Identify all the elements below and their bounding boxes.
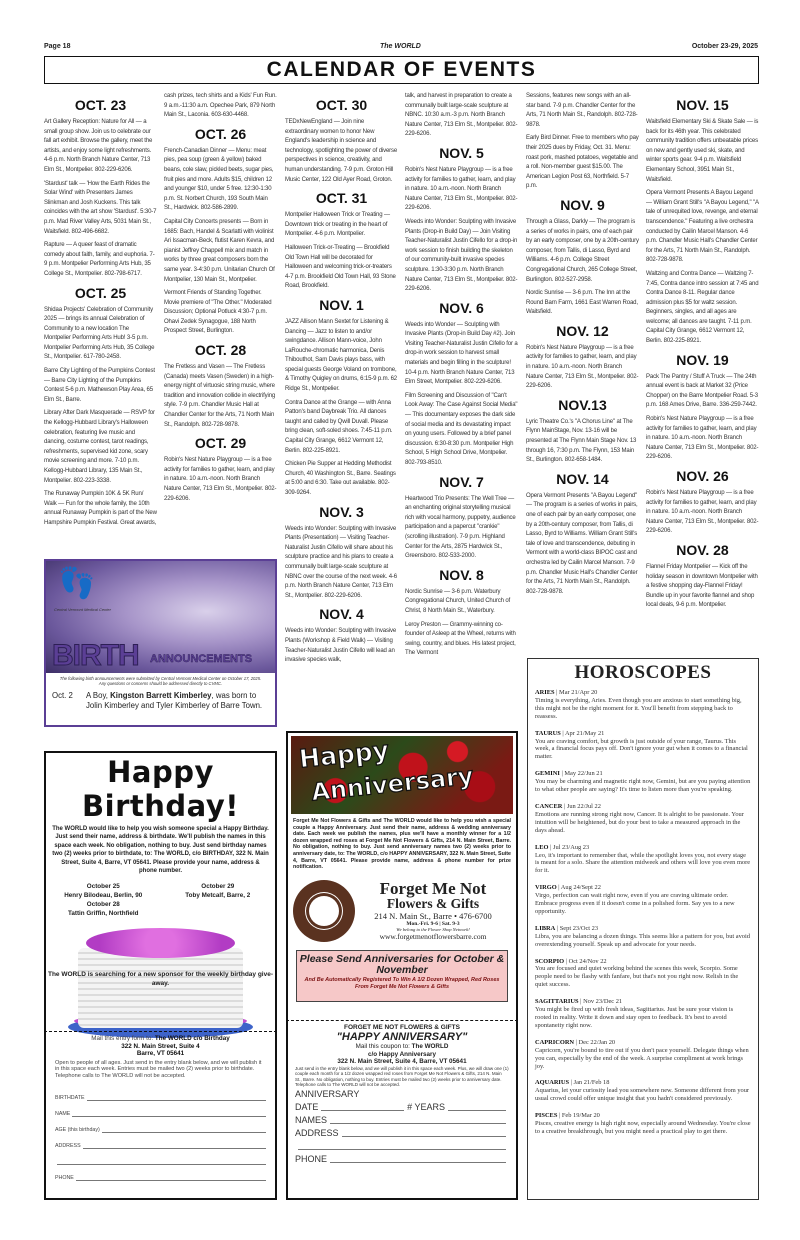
sign-dates: Nov 23/Dec 21 bbox=[583, 998, 623, 1006]
event-listing: Heartwood Trio Presents: The Well Tree — an enchanting original storytelling musical rich with vocal harmony, puppetry, audience participation and a papercut "crankie" (scrolling illustration). 7-9 p.m. Highland Center for the Arts, 2875 Hardwick St., Greensboro. 802-533-2000. bbox=[405, 495, 516, 560]
calendar-column bbox=[646, 92, 759, 615]
date-heading: NOV. 8 bbox=[439, 566, 484, 583]
horoscope-text: You are craving comfort, but growth is just outside of your range, Taurus. This week, a financial focus pays off. Don't ignore your gut when it comes to a financial matter. bbox=[535, 737, 748, 761]
sign-name: SCORPIO bbox=[535, 957, 565, 965]
calendar-column bbox=[44, 92, 157, 533]
field-label: PHONE bbox=[55, 1175, 74, 1182]
event-listing: Robin's Nest Nature Playgroup — is a free activity for families to gather, learn, and play in nature. 10 a.m.-noon. North Branch Nature Center, 713 Elm St., Montpelier. 802-229-6206. bbox=[164, 457, 277, 502]
birthday-form-field[interactable] bbox=[55, 1117, 266, 1133]
event-listing: The Fretless and Vasen — The Fretless (Canada) meets Vasen (Sweden) in a high-energy night of virtuosic string music, where tradition and innovation collide in electrifying style. 7-9 p.m. Chandler Music Hall at Chandler Center for the Arts, 71 North Main St., Randolph. 802-728-9878. bbox=[164, 364, 276, 428]
horoscopes-box bbox=[527, 658, 759, 1200]
sponsor-address: 214 N. Main St., Barre • 476-6700 bbox=[374, 910, 492, 921]
birthday-list-left bbox=[46, 882, 161, 918]
sign-name: VIRGO bbox=[535, 884, 557, 892]
names-field[interactable] bbox=[295, 1112, 509, 1125]
birthday-form-field[interactable] bbox=[55, 1085, 266, 1101]
birthday-title: Happy Birthday! bbox=[82, 755, 239, 823]
date-heading: OCT. 23 bbox=[74, 97, 127, 113]
event-listing: Robin's Nest Nature Playgroup — is a free activity for families to gather, learn, and play in nature. 10 a.m.-noon. North Branch Nature Center, 713 Elm St., Montpelier. 802-229-6206. bbox=[646, 490, 759, 535]
event-listing: Sessions, features new songs with an all-star band. 7-9 p.m. Chandler Center for the Arts, 71 North Main St., Randolph. 802-728-9878. bbox=[526, 93, 638, 128]
birthday-name: Toby Metcalf, Barre, 2 bbox=[185, 892, 251, 900]
date-heading: NOV. 3 bbox=[319, 503, 364, 520]
horoscope-text: You may be charming and magnetic right now, Gemini, but are you paying attention to what other people are saying? It's time to listen more than you're speaking. bbox=[535, 778, 751, 794]
horoscope-entry: TAURUS | Apr 21/May 21 You are craving comfort, but growth is just outside of your range, Taurus. This week, a financial focus pays off. Don't ignore your gut when it comes to a financial matter. bbox=[535, 729, 748, 761]
sign-name: AQUARIUS bbox=[535, 1079, 570, 1087]
baby-feet-photo bbox=[46, 561, 275, 673]
sign-name: LIBRA bbox=[535, 924, 556, 932]
form-note: Open to people of all ages. Just send in the entry blank below, and we will publish it in this space each week. Entries must be mailed two (2) weeks prior to birthdate. Telephone calls to The WORLD will not be accepted. bbox=[55, 1059, 262, 1079]
event-listing: Halloween Trick-or-Treating — Brookfield Old Town Hall will be decorated for Halloween and welcoming trick-or-treaters 4-7 p.m. Brookfield Old Town Hall, 93 Stone Road, Brookfield. bbox=[285, 244, 396, 290]
names-label: NAMES bbox=[295, 1114, 328, 1125]
date-heading: OCT. 26 bbox=[194, 125, 247, 142]
sign-name: SAGITTARIUS bbox=[535, 998, 579, 1006]
sign-dates: Jul 23/Aug 23 bbox=[552, 843, 590, 851]
event-listing: Waltzing and Contra Dance — Waltzing 7-7:45, Contra dance intro session at 7:45 and Contra Dance 8-11. Regular dance admission plus $5 for waltz session. Beginners, singles, and all ages are welcome; all dances are taught. 7-11 p.m. Capital City Grange, 6612 Vermont 12, Berlin. 802-225-8921. bbox=[646, 270, 759, 345]
date-heading: NOV. 26 bbox=[676, 468, 729, 484]
birthday-names bbox=[46, 882, 275, 918]
sign-name: CAPRICORN bbox=[535, 1038, 575, 1046]
event-listing: Opera Vermont Presents A Bayou Legend — William Grant Still's "A Bayou Legend," "A tale of unrequited love, revenge, and eternal transcendence." Featuring a live orchestra conducted by Cailin Marcel Manson. 4-6 p.m. Chandler Music Hall's Chandler Center for the Arts, 71 North Main St., Randolph. 802-728-9878. bbox=[646, 190, 759, 264]
event-listing: Art Gallery Reception: Nature for All — a small group show. Join us to celebrate our fall art exhibit. Browse the gallery, meet the artists, and enjoy some light refreshments. 4-6 p.m. North Branch Nature Center, 713 Elm St., Montpelier. 802-229-6206. bbox=[44, 119, 153, 173]
sign-dates: Sept 23/Oct 23 bbox=[559, 924, 599, 932]
horoscope-entry: SCORPIO | Oct 24/Nov 22 You are focused and quiet working behind the scenes this week, Scorpio. Some people need to be flashy with fanfare, but that's not you right now. Relish in the quiet success. bbox=[535, 957, 739, 989]
sponsor-name: Forget Me Not bbox=[379, 878, 487, 898]
horoscope-entry: AQUARIUS | Jan 21/Feb 18 Aquarius, let your curiosity lead you somewhere new. Someone different from your usual crowd could offer unique insight that you hadn't considered previously. bbox=[535, 1079, 750, 1103]
event-listing: Pack The Pantry / Stuff A Truck — The 24th annual event is back at Market 32 (Price Chopper) on the Barre Montpelier Road. 5-3 p.m. 168 Ames Drive, Barre. 336-259-7442. bbox=[646, 373, 759, 409]
event-listing: Nordic Sunrise — 3-6 p.m. Waterbury Congregational Church, United Church of Christ, 8 North Main St., Waterbury. bbox=[405, 588, 511, 614]
date-heading: NOV. 6 bbox=[439, 299, 484, 316]
sign-dates: Aug 24/Sept 22 bbox=[560, 884, 601, 892]
birthday-name: Henry Bilodeau, Berlin, 90 bbox=[64, 892, 143, 900]
date-heading: OCT. 25 bbox=[74, 284, 127, 301]
sponsor-network: We belong to the Flower Shop Network! bbox=[396, 926, 470, 932]
sign-name: CANCER bbox=[535, 802, 563, 810]
event-listing: Library After Dark Masquerade — RSVP for the Kellogg-Hubbard Library's Halloween celebration, featuring live music and dancing, costume contest, tarot readings, refreshments, supervised kid zone, scary movie screening and more. 7-10 p.m. Kellogg-Hubbard Library, 135 Main St., Montpelier. 802-223-3338. bbox=[44, 410, 155, 484]
calendar-column bbox=[164, 92, 277, 508]
date-heading: NOV. 14 bbox=[556, 470, 609, 487]
sign-name: PISCES bbox=[535, 1112, 558, 1120]
sign-name: GEMINI bbox=[535, 770, 560, 778]
sign-dates: Dec 22/Jan 20 bbox=[578, 1038, 616, 1046]
birth-pre: A Boy, bbox=[86, 691, 111, 700]
sign-dates: Jan 21/Feb 18 bbox=[573, 1079, 610, 1087]
event-listing: Montpelier Halloween Trick or Treating — Downtown trick or treating in the heart of Montpelier. 4-6 p.m. Montpelier. bbox=[285, 212, 390, 238]
sponsor-url[interactable]: www.forgetmenotflowersbarre.com bbox=[379, 931, 487, 941]
event-listing: Opera Vermont Presents "A Bayou Legend" — The program is a series of works in pairs, one of each pair by an early composer, one by a 20th-century composer, from Tallis, di Lasso, Byrd to Williams. William Grant Still's tale of love and transcendence, debuting in Vermont with a world-class BIPOC cast and orchestra led by Cailin Marcel Manson. 7-9 p.m. Chandler Music Hall's Chandler Center for the Arts, 71 North Main St., Randolph. 802-728-9878. bbox=[526, 492, 638, 595]
birthday-form-field[interactable] bbox=[55, 1149, 266, 1165]
birthday-name: Tattin Griffin, Northfield bbox=[67, 910, 139, 918]
date-heading: OCT. 30 bbox=[315, 97, 368, 113]
calendar-column bbox=[285, 92, 398, 670]
birthday-date: October 28 bbox=[86, 901, 120, 909]
birthday-intro: The WORLD would like to help you wish someone special a Happy Birthday. Just send their name, address & birthdate. We'll publish the names in this space each week. No obligation, nothing to buy. Just send birthday names two (2) weeks prior to birthdate, to: The WORLD, c/o BIRTHDAY, 322 N. Main Street, Suite 4, Barre, VT 05641. Please provide your name, address & phone number. bbox=[52, 826, 269, 875]
coupon-sponsor: FORGET ME NOT FLOWERS & GIFTS bbox=[344, 1024, 460, 1031]
page-title: CALENDAR OF EVENTS bbox=[266, 58, 537, 81]
sponsor-hours: Mon.-Fri. 9-6 | Sat. 9-3 bbox=[406, 920, 460, 927]
date-label: DATE bbox=[295, 1101, 319, 1112]
event-listing: 'Stardust' talk — 'How the Earth Rides the Solar Wind' with Presenters James Slinkman and Josh Kuckens. This talk coincides with the art show 'Stardust'. 5:30-7 p.m. Mad River Valley Arts, 5031 Main St., Waitsfield. 802-496-6682. bbox=[44, 180, 157, 235]
horoscope-entry: LIBRA | Sept 23/Oct 23 Libra, you are balancing a dozen things. This seems like a pattern for you, but avoid overextending yourself. Speak up and advocate for your needs. bbox=[535, 924, 750, 948]
flower-logo-icon bbox=[293, 880, 355, 942]
sign-name: LEO bbox=[535, 843, 549, 851]
event-listing: Weeds into Wonder: Sculpting with Invasive Plants (Workshop & Field Walk) — Visiting Teacher-Naturalist Justin Cifello will lead an invasive species walk, bbox=[285, 628, 397, 664]
address-field-2[interactable] bbox=[295, 1138, 509, 1151]
field-label: BIRTHDATE bbox=[55, 1095, 85, 1102]
horoscope-text: You are focused and quiet working behind the scenes this week, Scorpio. Some people need to be flashy with fanfare, but that's not you right now. Relish in the quiet success. bbox=[535, 965, 739, 989]
mail-city: Barre, VT 05641 bbox=[136, 1050, 185, 1057]
event-listing: Contra Dance at the Grange — with Anna Patton's band Daybreak Trio. All dances taught and called by Qwill Duvall. Please bring clean, soft-soled shoes. 7:45-11 p.m. Capital City Grange, 6612 Vermont 12, Berlin. 802-225-8921. bbox=[285, 399, 393, 454]
sign-name: ARIES bbox=[535, 689, 555, 696]
field-label: AGE (this birthday) bbox=[55, 1127, 100, 1134]
event-listing: Lyric Theatre Co.'s "A Chorus Line" at The Flynn MainStage, Nov. 13-16 will be presented at The Flynn Main Stage Nov. 13 through 16, 7:30 p.m. The Flynn, 153 Main St., Burlington. 802-658-1484. bbox=[526, 418, 637, 464]
coupon-title: "HAPPY ANNIVERSARY" bbox=[336, 1031, 468, 1043]
sponsor-name-2: Flowers & Gifts bbox=[386, 895, 480, 911]
horoscope-text: Timing is everything, Aries. Even though you are anxious to start something big, this might not be the right moment for it. You'll benefit from stepping back to reassess. bbox=[535, 696, 742, 720]
page-number: Page 18 bbox=[44, 43, 71, 50]
horoscope-entry: GEMINI | May 22/Jun 21 You may be charming and magnetic right now, Gemini, but are you paying attention to what other people are saying? It's time to listen more than you're speaking. bbox=[535, 770, 751, 794]
horoscope-text: You might be fired up with fresh ideas, Sagittarius. Just be sure your vision is rooted in reality. Write it down and stay open to feedback. It's best to avoid spontaneity right now. bbox=[535, 1006, 734, 1029]
image-happy: Happy bbox=[297, 735, 391, 774]
birthday-date: October 25 bbox=[86, 883, 120, 891]
event-listing: JAZZ Allison Mann Sextet for Listening & Dancing — Jazz to listen to and/or swingdance. Allison Mann-voice, John LaRouche-chromatic harmonica, Denis Thibouthot, Sam Davis plays bass, with special guests George Voland on trombone, & Timothy Quigley on drums, 6:15-9 p.m. 62 Ridge St., Montpelier. bbox=[285, 318, 398, 393]
sign-dates: Apr 21/May 21 bbox=[564, 729, 605, 737]
sign-name: TAURUS bbox=[535, 729, 561, 737]
field-label: NAME bbox=[55, 1111, 71, 1118]
date-heading: NOV. 19 bbox=[676, 351, 729, 368]
horoscope-text: Pisces, creative energy is high right now, especially around Wednesday. You're close to a creative breakthrough, but you might need a practical play to get there. bbox=[535, 1120, 751, 1135]
birth-announcements bbox=[44, 559, 277, 727]
event-listing: Robin's Nest Nature Playgroup — is a free activity for families to gather, learn, and play in nature. 10 a.m.-noon. North Branch Nature Center, 713 Elm St., Montpelier. 802-229-6206. bbox=[526, 344, 639, 390]
event-listing: Shidaa Projects' Celebration of Community 2025 — brings its annual Celebration of Community to a new location The Montpelier Performing Arts Hub! 3-5 p.m. Montpelier Performing Arts Hub, 35 College St., Montpelier. 617-780-2458. bbox=[44, 306, 155, 361]
event-listing: Waitsfield Elementary Ski & Skate Sale — is back for its 46th year. This celebrated community tradition offers unbeatable prices on new and gently used ski, skate, and winter sports gear. 9-4 p.m. Waitsfield Elementary School, 3951 Main St., Waitsfield. bbox=[646, 119, 759, 183]
date-heading: NOV. 12 bbox=[556, 322, 609, 339]
issue-date: October 23-29, 2025 bbox=[691, 43, 758, 50]
mail-prefix: Mail this entry form to: bbox=[91, 1035, 155, 1042]
horoscope-entry: VIRGO | Aug 24/Sept 22 Virgo, perfection can wait right now, even if you are craving ultimate order. Embrace progress even if it doesn't come in a polished form. Say yes to a new opportunity. bbox=[535, 884, 735, 915]
field-label: ADDRESS bbox=[55, 1143, 81, 1150]
birthday-entry-form bbox=[44, 1031, 277, 1200]
birthday-form-field[interactable] bbox=[55, 1165, 266, 1181]
event-listing: TEDxNewEngland — Join nine extraordinary women to honor New England's leadership in science and technology, spotlighting the power of diverse perspectives in science, creativity, and human understanding. 7-9 p.m. Groton Hill Music Center, 122 Old Ayer Road, Groton. bbox=[285, 119, 398, 183]
horoscope-text: Leo, it's important to remember that, while the spotlight loves you, not every stage is meant for a solo. Share the attention midweek and others will love you even more for it. bbox=[535, 851, 751, 875]
horoscope-text: Capricorn, you're bound to tire out if you don't pace yourself. Delegate things when you can, especially by the end of the week. A surprise compliment at work brings joy. bbox=[535, 1046, 749, 1070]
birth-subtitle: ANNOUNCEMENTS bbox=[150, 653, 253, 665]
years-label: # YEARS bbox=[407, 1101, 446, 1112]
phone-label: PHONE bbox=[295, 1153, 328, 1164]
event-listing: Through a Glass, Darkly — The program is a series of works in pairs, one of each pair by an early composer, one by a 20th-century composer, from Tallis, di Lasso, Byrd and Williams. 4-6 p.m. College Street Congregational Church, 265 College Street, Burlington. 802-527-2958. bbox=[526, 218, 639, 283]
date-heading: NOV. 15 bbox=[676, 97, 729, 113]
date-heading: NOV. 1 bbox=[319, 296, 364, 313]
date-heading: OCT. 31 bbox=[315, 190, 368, 207]
calendar-column bbox=[526, 92, 639, 601]
birthday-list-right bbox=[161, 882, 276, 918]
birth-title: BIRTH bbox=[52, 639, 139, 672]
birthday-form-field[interactable] bbox=[55, 1133, 266, 1149]
mail-to: The WORLD c/o Birthday bbox=[154, 1035, 230, 1042]
mail-prefix: Mail this coupon to: bbox=[355, 1043, 412, 1050]
roses-image bbox=[291, 736, 513, 814]
event-listing: talk, and harvest in preparation to create a communally built large-scale sculpture at NBNC. 10:30 a.m.-3 p.m. North Branch Nature Center, 713 Elm St., Montpelier. 802-229-6206. bbox=[405, 93, 518, 138]
anniversary-box bbox=[286, 731, 518, 1200]
sponsor-message: The WORLD is searching for a new sponsor for the weekly birthday give-away. bbox=[47, 971, 273, 988]
event-listing: Weeds into Wonder: Sculpting with Invasive Plants (Drop-in Build Day) — Join Visiting Teacher-Naturalist Justin Cifello for a drop-in work session to finish building the skeleton of our community-built invasive species sculpture. 1:30-3:30 p.m. North Branch Nature Center, 713 Elm St., Montpelier. 802-229-6206. bbox=[405, 218, 518, 293]
mail-co: c/o Happy Anniversary bbox=[367, 1050, 436, 1058]
image-anniversary: Anniversary bbox=[309, 761, 475, 807]
baby-name: Kingston Barrett Kimberley bbox=[110, 691, 212, 700]
event-listing: Robin's Nest Nature Playgroup — is a free activity for families to gather, learn, and play in nature. 10 a.m.-noon. North Branch Nature Center, 713 Elm St., Montpelier. 802-229-6206. bbox=[646, 416, 759, 461]
date-heading: OCT. 29 bbox=[194, 435, 247, 452]
address-field[interactable] bbox=[295, 1125, 509, 1138]
footprints-icon: 👣 bbox=[58, 567, 96, 600]
event-listing: Weeds into Wonder — Sculpting with Invasive Plants (Drop-in Build Day #2). Join Visiting Teacher-Naturalist Justin Cifello for a drop-in work session to harvest small materials and begin filling in the sculpture! 10-4 p.m. North Branch Nature Center, 713 Elm Street, Montpelier. 802-229-6206. bbox=[405, 321, 518, 386]
event-listing: Early Bird Dinner. Free to members who pay their 2025 dues by Friday, Oct. 31. Menu: roast pork, mashed potatoes, vegetable and a roll. Non-member guest $15.00. The American Legion Post 63, Northfield. 5-7 p.m. bbox=[526, 135, 639, 190]
birthday-cake-image bbox=[46, 922, 275, 1040]
horoscope-entry: CANCER | Jun 22/Jul 22 Emotions are running strong right now, Cancer. It is alright to be passionate. Your intuition will be heightened, but do your best to take a measured approach in the days ahead. bbox=[535, 802, 744, 834]
event-listing: cash prizes, tech shirts and a Kids' Fun Run. 9 a.m.-11:30 a.m. Opechee Park, 879 North Main St., Laconia. 603-630-4468. bbox=[164, 93, 277, 119]
birth-note: The following birth announcements were submitted by Central Vermont Medical Center on October 17, 2025. Any questions or concerns should be addressed directly to CVMC. bbox=[59, 676, 262, 686]
date-heading: NOV. 5 bbox=[439, 144, 484, 161]
event-listing: Film Screening and Discussion of "Can't Look Away: The Case Against Social Media" — This documentary exposes the dark side of social media and its devastating impact on young users. Followed by a brief panel discussion. 6:30-8:30 p.m. Montpelier High School, 5 High School Drive, Montpelier. 802-793-8510. bbox=[405, 392, 518, 466]
horoscope-text: Emotions are running strong right now, Cancer. It is alright to be passionate. Your intuition will be heightened, but do your best to take a measured approach in the days ahead. bbox=[535, 810, 744, 834]
event-listing: Capital City Concerts presents — Born in 1685: Bach, Handel & Scarlatti with violinist Ari Issacman-Beck, flutist Karen Kevra, and pianist Jeffrey Chappell mix and match in works by three great composers born the same year. 3-4:30 p.m. Unitarian Church Of Montpelier, 130 Main St., Montpelier. bbox=[164, 218, 275, 283]
promo-subtitle: And Be Automatically Registered To Win A 1/2 Dozen Wrapped, Red Roses From Forget Me Not Flowers & Gifts bbox=[304, 976, 500, 990]
sign-dates: Jun 22/Jul 22 bbox=[566, 802, 601, 810]
sign-dates: May 22/Jun 21 bbox=[564, 770, 603, 778]
birth-parents: , was born to Jolin Kimberley and Tyler Kimberley of Barre Town. bbox=[86, 691, 263, 710]
anniversary-label: ANNIVERSARY bbox=[295, 1088, 360, 1099]
date-heading: NOV. 4 bbox=[319, 606, 364, 623]
promo-title: Please Send Anniversaries for October & November bbox=[299, 952, 505, 977]
birthday-box bbox=[44, 751, 277, 1200]
paper-name: The WORLD bbox=[380, 43, 421, 50]
horoscope-entry: LEO | Jul 23/Aug 23 Leo, it's important to remember that, while the spotlight loves you, not every stage is meant for a solo. Share the attention midweek and others will love you even more for it. bbox=[535, 843, 751, 875]
date-heading: NOV. 7 bbox=[439, 473, 484, 490]
birthday-date: October 29 bbox=[201, 883, 235, 891]
event-listing: Robin's Nest Nature Playgroup — is a free activity for families to gather, learn, and play in nature. 10 a.m.-noon. North Branch Nature Center, 713 Elm St., Montpelier. 802-229-6206. bbox=[405, 166, 518, 212]
anniversary-label-row bbox=[295, 1088, 509, 1099]
horoscope-text: Libra, you are balancing a dozen things. This seems like a pattern for you, but avoid overextending yourself. Speak up and advocate for your needs. bbox=[535, 932, 750, 948]
date-heading: NOV. 9 bbox=[560, 196, 605, 213]
event-listing: The Runaway Pumpkin 10K & 5K Run/ Walk — Fun for the whole family, the 10th annual Runaway Pumpkin is part of the New Hampshire Pumpkin Festival. Great awards, bbox=[44, 491, 157, 526]
mail-to: The WORLD bbox=[411, 1043, 449, 1050]
horoscope-entry: CAPRICORN | Dec 22/Jan 20 Capricorn, you're bound to tire out if you don't pace yourself. Delegate things when you can, especially by the end of the week. A surprise compliment at work brings joy. bbox=[535, 1038, 749, 1070]
anniversary-intro: Forget Me Not Flowers & Gifts and The WORLD would like to help you wish a special couple a Happy Anniversary. Just send their name, address & wedding anniversary date. Each week we publish the names, plus we'll have a monthly winner for a 1/2 dozen wrapped red roses at Forget Me Not Flowers & Gifts, 214 N. Main Street, Barre. No obligation, nothing to buy. Just send anniversary names two (2) weeks prior to anniversary date, to: The WORLD, c/o HAPPY ANNIVERSARY, 322 N. Main Street, Suite 4, Barre, VT 05641. Please provide name, address & phone number for prize notification. bbox=[293, 818, 511, 871]
event-listing: Chicken Pie Supper at Hedding Methodist Church, 40 Washington St., Barre. Seatings at 5:00 and 6:30. Take out available. 802-309-9264. bbox=[285, 461, 396, 496]
sign-dates: Feb 19/Mar 20 bbox=[561, 1112, 600, 1120]
horoscopes-title: HOROSCOPES bbox=[574, 662, 712, 683]
date-heading: NOV. 28 bbox=[676, 541, 729, 558]
sign-dates: Oct 24/Nov 22 bbox=[568, 957, 607, 965]
event-listing: Weeds into Wonder: Sculpting with Invasive Plants (Presentation) — Visiting Teacher-Naturalist Justin Cifello will share about his sculpture practice and his plans to create a communally built large-scale sculpture at NBNC over the course of the next week. 4-6 p.m. North Branch Nature Center, 713 Elm St., Montpelier. 802-229-6206. bbox=[285, 525, 398, 599]
promo-box bbox=[296, 950, 508, 1002]
date-heading: OCT. 28 bbox=[194, 342, 247, 359]
event-listing: Vermont Friends of Standing Together. Movie premiere of "The Other." Moderated Discussion; Optional Potluck 4:30-7 p.m. Ohavi Zedek Synagogue, 188 North Prospect Street, Burlington. bbox=[164, 290, 272, 335]
horoscope-entry: SAGITTARIUS | Nov 23/Dec 21 You might be fired up with fresh ideas, Sagittarius. Just be sure your vision is rooted in reality. Write it down and stay open to feedback. It's best to avoid spontaneity right now. bbox=[535, 998, 734, 1029]
anniversary-coupon bbox=[286, 1020, 518, 1200]
event-listing: Rapture — A queer feast of dramatic comedy about faith, family, and euphoria. 7-9 p.m. Montpelier Performing Arts Hub, 35 College St., Montpelier. 802-798-6717. bbox=[44, 242, 155, 277]
event-listing: French-Canadian Dinner — Menu: meat pies, pea soup (green & yellow) baked beans, cole slaw, pickled beets, sugar pies, fruit pies and more. Adults $15, children 12 and younger $10, under 5 free. 12:30-1:30 p.m. St. Norbert Church, 193 South Main St., Hardwick. 802-586-2899. bbox=[164, 147, 274, 212]
sign-dates: Mar 21/Apr 20 bbox=[559, 689, 598, 696]
birth-date: Oct. 2 bbox=[52, 691, 73, 700]
phone-field[interactable] bbox=[295, 1151, 509, 1164]
horoscope-entry: ARIES | Mar 21/Apr 20 Timing is everything, Aries. Even though you are anxious to start something big, this might not be the right moment for it. You'll benefit from stepping back to reassess. bbox=[535, 689, 742, 720]
horoscope-text: Virgo, perfection can wait right now, even if you are craving ultimate order. Embrace progress even if it doesn't come in a polished form. Say yes to a new opportunity. bbox=[535, 892, 735, 915]
birth-entry bbox=[46, 689, 275, 712]
birthday-form-field[interactable] bbox=[55, 1101, 266, 1117]
cvmc-logo-text: Central Vermont Medical Center bbox=[54, 607, 111, 612]
address-label: ADDRESS bbox=[295, 1127, 339, 1138]
horoscope-entry: PISCES | Feb 19/Mar 20 Pisces, creative energy is high right now, especially around Wednesday. You're close to a creative breakthrough, but you might need a practical play to get there. bbox=[535, 1112, 751, 1135]
section-header bbox=[44, 56, 759, 84]
sponsor-ad bbox=[288, 872, 516, 950]
horoscope-text: Aquarius, let your curiosity lead you somewhere new. Someone different from your usual crowd could offer unique insight that you hadn't considered previously. bbox=[535, 1087, 750, 1103]
event-listing: Nordic Sunrise — 3-6 p.m. The Inn at the Round Barn Farm, 1661 East Warren Road, Waitsfield. bbox=[526, 290, 638, 316]
date-heading: NOV.13 bbox=[558, 396, 607, 413]
date-field[interactable] bbox=[295, 1099, 509, 1112]
mail-address: 322 N. Main Street, Suite 4, Barre, VT 05641 bbox=[337, 1058, 467, 1065]
event-listing: Flannel Friday Montpelier — Kick off the holiday season in downtown Montpelier with a festive shopping day-Flannel Friday! Bundle up in your favorite flannel and shop local deals, 9-6 p.m. Montpelier. bbox=[646, 563, 758, 609]
event-listing: Barre City Lighting of the Pumpkins Contest — Barre City Lighting of the Pumpkins Contest 5-6 p.m. Mathewson Play Area, 65 Elm St., Barre. bbox=[44, 368, 155, 403]
mail-address: 322 N. Main Street, Suite 4 bbox=[121, 1042, 200, 1050]
event-listing: Leroy Preston — Grammy-winning co-founder of Asleep at the Wheel, returns with swing, country, and blues. His latest project, The Vermont bbox=[405, 621, 516, 657]
coupon-note: Just send in the entry blank below, and we will publish it in this space each week. Plus, we will draw one (1) couple each month for a 1/2 dozen wrapped red roses from Forget Me Not Flowers & Gifts, 214 N. Main St., Barre. No obligation, nothing to buy. Entries must be mailed two (2) weeks prior to anniversary date. Telephone calls to The WORLD will not be accepted. bbox=[295, 1065, 509, 1088]
calendar-column bbox=[405, 92, 518, 663]
